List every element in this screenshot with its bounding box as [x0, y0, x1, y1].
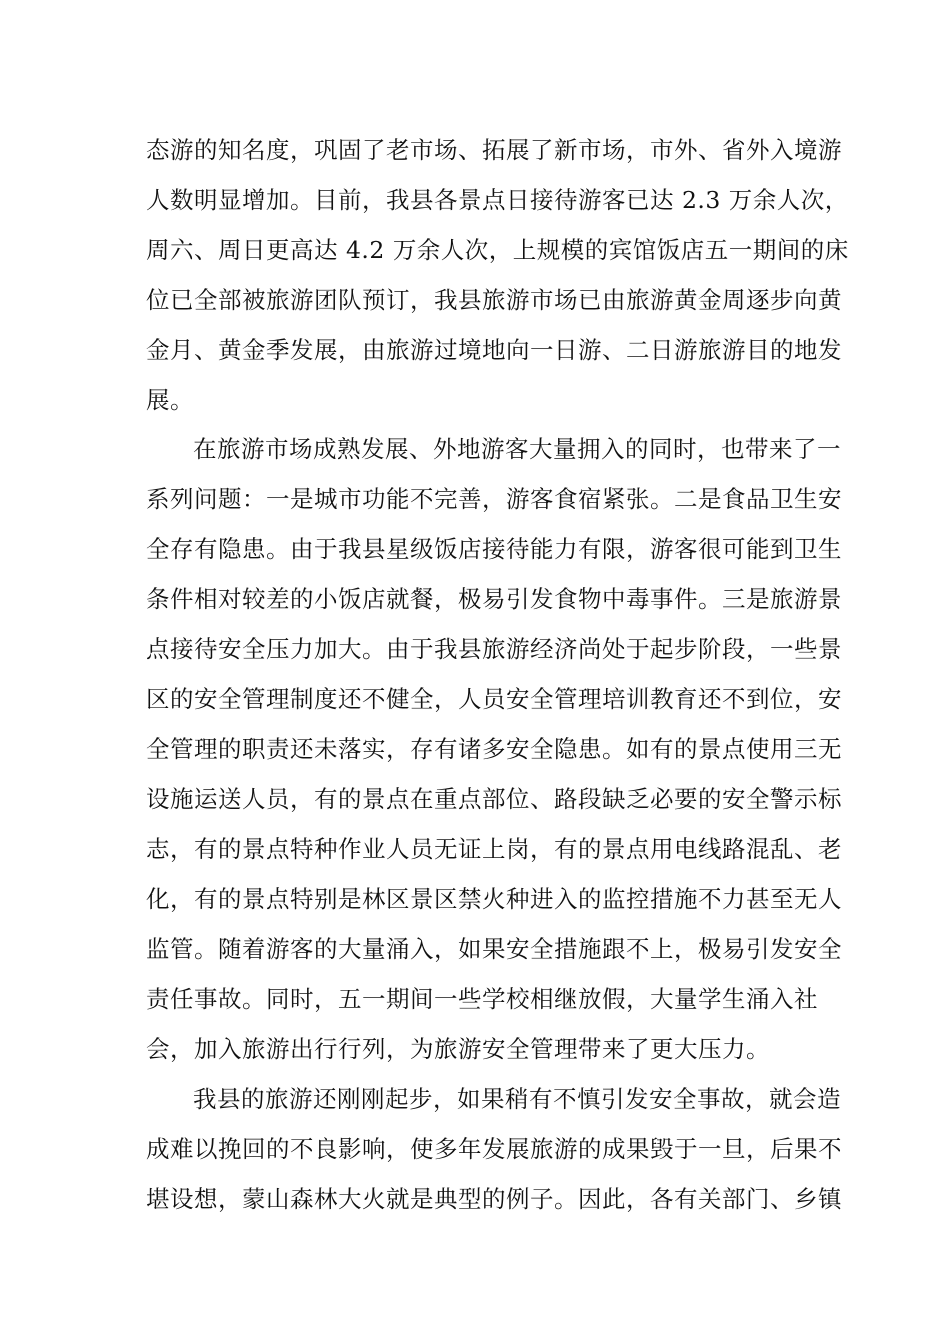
text-line-6: 展。	[146, 386, 194, 414]
text-line-11: 点接待安全压力加大。由于我县旅游经济尚处于起步阶段，一些景	[146, 635, 842, 663]
text-line-19: 会，加入旅游出行行列，为旅游安全管理带来了更大压力。	[146, 1035, 770, 1063]
text-line-20: 我县的旅游还刚刚起步，如果稍有不慎引发安全事故，就会造	[193, 1085, 841, 1113]
text-line-4: 位已全部被旅游团队预订，我县旅游市场已由旅游黄金周逐步向黄	[146, 286, 842, 314]
text-line-18: 责任事故。同时，五一期间一些学校相继放假，大量学生涌入社	[146, 985, 818, 1013]
text-line-13: 全管理的职责还未落实，存有诸多安全隐患。如有的景点使用三无	[146, 735, 842, 763]
text-line-21: 成难以挽回的不良影响，使多年发展旅游的成果毁于一旦，后果不	[146, 1135, 842, 1163]
text-line-15: 志，有的景点特种作业人员无证上岗，有的景点用电线路混乱、老	[146, 835, 842, 863]
text-line-7: 在旅游市场成熟发展、外地游客大量拥入的同时，也带来了一	[193, 435, 841, 463]
text-line-5: 金月、黄金季发展，由旅游过境地向一日游、二日游旅游目的地发	[146, 336, 842, 364]
text-line-2: 人数明显增加。目前，我县各景点日接待游客已达 2.3 万余人次，	[146, 186, 849, 214]
text-line-3: 周六、周日更高达 4.2 万余人次，上规模的宾馆饭店五一期间的床	[146, 236, 849, 264]
text-line-1: 态游的知名度，巩固了老市场、拓展了新市场，市外、省外入境游	[146, 136, 842, 164]
text-line-16: 化，有的景点特别是林区景区禁火种进入的监控措施不力甚至无人	[146, 885, 842, 913]
text-line-9: 全存有隐患。由于我县星级饭店接待能力有限，游客很可能到卫生	[146, 535, 842, 563]
text-line-22: 堪设想，蒙山森林大火就是典型的例子。因此，各有关部门、乡镇	[146, 1185, 842, 1213]
text-line-14: 设施运送人员，有的景点在重点部位、路段缺乏必要的安全警示标	[146, 785, 842, 813]
text-line-10: 条件相对较差的小饭店就餐，极易引发食物中毒事件。三是旅游景	[146, 585, 842, 613]
text-line-12: 区的安全管理制度还不健全，人员安全管理培训教育还不到位，安	[146, 685, 842, 713]
text-line-8: 系列问题：一是城市功能不完善，游客食宿紧张。二是食品卫生安	[146, 485, 842, 513]
text-line-17: 监管。随着游客的大量涌入，如果安全措施跟不上，极易引发安全	[146, 935, 842, 963]
